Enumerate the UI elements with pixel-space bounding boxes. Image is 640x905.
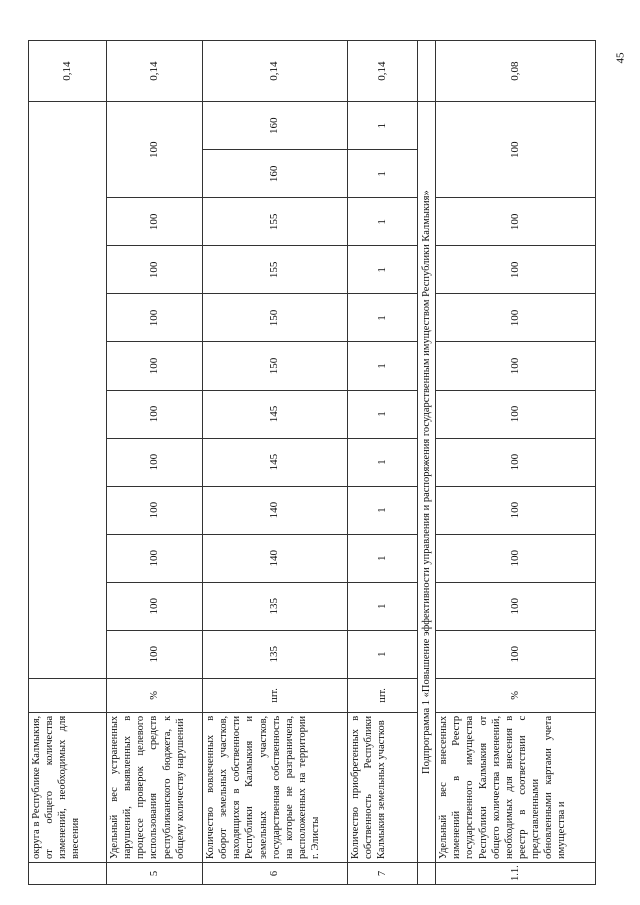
weight-cell: 0,14 (29, 41, 107, 102)
indicator-description: округа в Республике Калмыкия, от общего количества изменений, необходимых для внесения (29, 712, 107, 862)
unit-cell: % (436, 678, 596, 712)
value-cell: 100 (107, 198, 203, 246)
weight-cell: 0,14 (203, 41, 348, 102)
table-row (29, 41, 107, 885)
value-cell: 100 (436, 534, 596, 582)
table-row (348, 41, 418, 885)
indicator-description: Удельный вес внесенных изменений в Реестр государственного имущества Республики Калмыкия от общего количества изменений, необходимых для внесения в реестр в соответствии с представленными обновленными картами учета имущества и (436, 712, 596, 862)
value-cell: 100 (107, 486, 203, 534)
unit-cell: % (107, 678, 203, 712)
value-cell: 100 (107, 630, 203, 678)
value-cell: 100 (436, 342, 596, 390)
value-cell: 100 (436, 294, 596, 342)
row-number (29, 862, 107, 884)
value-cell: 1 (348, 534, 418, 582)
value-cell: 100 (436, 486, 596, 534)
row-number: 6 (203, 862, 348, 884)
value-cell: 1 (348, 294, 418, 342)
empty-cell (29, 102, 107, 679)
value-cell: 1 (348, 246, 418, 294)
table-row (436, 41, 596, 885)
value-cell: 100 (436, 102, 596, 198)
unit-cell: шт. (348, 678, 418, 712)
value-cell: 100 (107, 246, 203, 294)
value-cell: 1 (348, 150, 418, 198)
value-cell: 1 (348, 342, 418, 390)
indicator-description: Удельный вес устраненных нарушений, выявленных в процессе проверок целевого использования средств республиканского бюджета, к общему количеству нарушений (107, 712, 203, 862)
rotated-page (28, 40, 608, 885)
weight-cell: 0,08 (436, 41, 596, 102)
value-cell: 1 (348, 438, 418, 486)
value-cell: 135 (203, 630, 348, 678)
row-number: 7 (348, 862, 418, 884)
subprogram-title: Подпрограмма 1 «Повышение эффективности управления и распоряжения государственным имуществом Республики Калмыкия» (418, 102, 436, 863)
value-cell: 100 (107, 438, 203, 486)
value-cell: 100 (436, 630, 596, 678)
value-cell: 100 (107, 534, 203, 582)
value-cell: 145 (203, 390, 348, 438)
value-cell: 100 (436, 438, 596, 486)
row-number: 5 (107, 862, 203, 884)
value-cell: 145 (203, 438, 348, 486)
value-cell: 100 (436, 198, 596, 246)
row-number: 1.1. (436, 862, 596, 884)
value-cell: 100 (436, 246, 596, 294)
value-cell: 150 (203, 342, 348, 390)
value-cell: 155 (203, 198, 348, 246)
value-cell: 160 (203, 150, 348, 198)
empty-cell (418, 41, 436, 102)
value-cell: 155 (203, 246, 348, 294)
value-cell: 100 (107, 102, 203, 198)
value-cell: 1 (348, 582, 418, 630)
table-stage (28, 40, 608, 885)
empty-cell (418, 862, 436, 884)
value-cell: 1 (348, 486, 418, 534)
indicators-table (28, 40, 596, 885)
value-cell: 100 (107, 342, 203, 390)
value-cell: 1 (348, 102, 418, 150)
unit-cell: шт. (203, 678, 348, 712)
value-cell: 100 (107, 390, 203, 438)
value-cell: 160 (203, 102, 348, 150)
value-cell: 1 (348, 198, 418, 246)
value-cell: 140 (203, 486, 348, 534)
table-row (203, 41, 348, 885)
value-cell: 1 (348, 630, 418, 678)
indicator-description: Количество приобретенных в собственность Республики Калмыкия земельных участков (348, 712, 418, 862)
indicator-description: Количество вовлеченных в оборот земельных участков, находящихся в собственности Республики Калмыкия и земельных участков, государственная собственность на которые не разграничена, расположенных на территории г. Элисты (203, 712, 348, 862)
unit-cell (29, 678, 107, 712)
subprogram-row (418, 41, 436, 885)
value-cell: 1 (348, 390, 418, 438)
weight-cell: 0,14 (348, 41, 418, 102)
weight-cell: 0,14 (107, 41, 203, 102)
table-row (107, 41, 203, 885)
value-cell: 100 (436, 582, 596, 630)
value-cell: 100 (436, 390, 596, 438)
value-cell: 150 (203, 294, 348, 342)
page-number: 45 (614, 52, 627, 64)
value-cell: 100 (107, 582, 203, 630)
value-cell: 135 (203, 582, 348, 630)
value-cell: 140 (203, 534, 348, 582)
value-cell: 100 (107, 294, 203, 342)
